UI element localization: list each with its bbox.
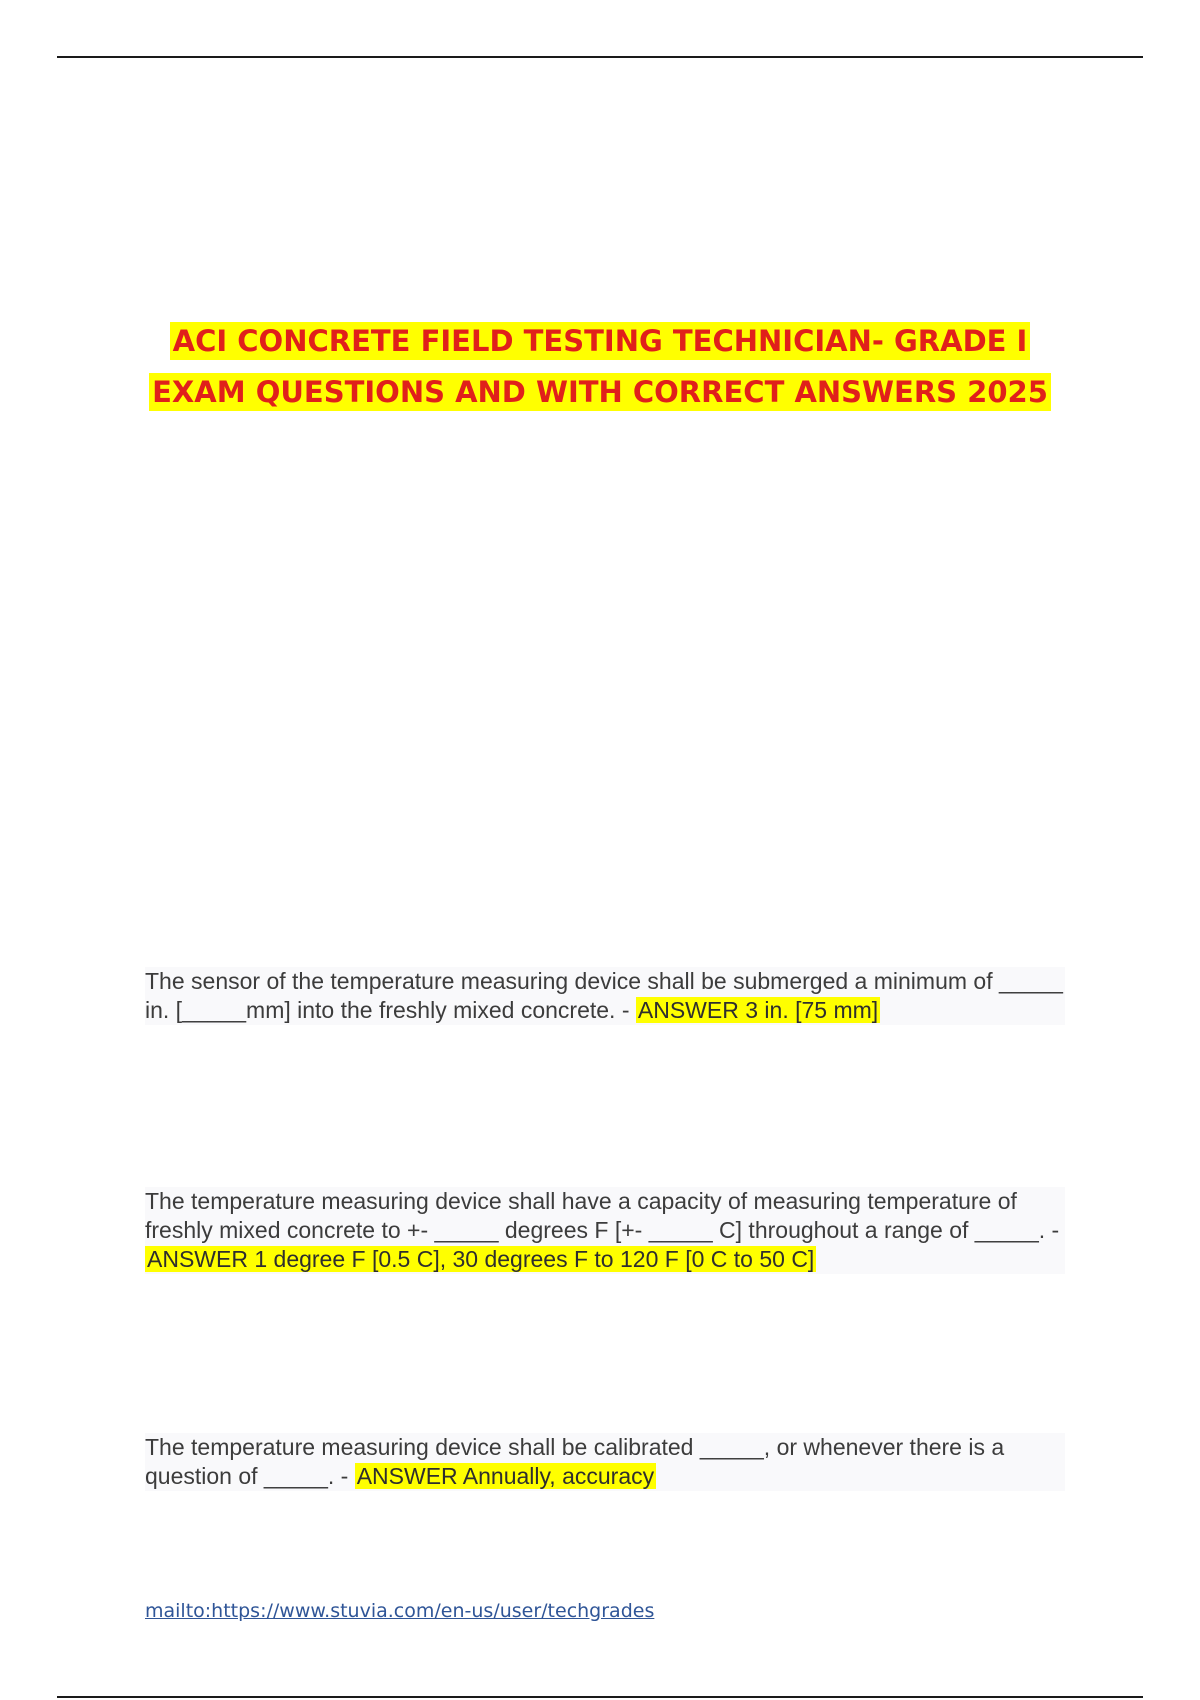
document-title xyxy=(0,316,1200,418)
answer-highlight: ANSWER 1 degree F [0.5 C], 30 degrees F to 120 F [0 C to 50 C] xyxy=(147,1246,815,1272)
question-item xyxy=(145,1433,1065,1491)
title-line-2: EXAM QUESTIONS AND WITH CORRECT ANSWERS 2025 xyxy=(149,373,1051,411)
top-divider xyxy=(57,56,1143,58)
bottom-divider xyxy=(57,1696,1143,1698)
answer-highlight: ANSWER 3 in. [75 mm] xyxy=(637,997,879,1023)
question-text: The sensor of the temperature measuring device shall be submerged a minimum of _____ in. [_____mm] into the freshly mixed concrete. - xyxy=(145,968,1063,1023)
question-text: The temperature measuring device shall have a capacity of measuring temperature of freshly mixed concrete to +- _____ degrees F [+- _____ C] throughout a range of _____. - xyxy=(145,1188,1060,1243)
title-line-1: ACI CONCRETE FIELD TESTING TECHNICIAN- GRADE I xyxy=(170,322,1031,360)
question-text: The temperature measuring device shall be calibrated _____, or whenever there is a question of _____. - xyxy=(145,1434,1005,1489)
question-item xyxy=(145,1187,1065,1274)
footer-link[interactable]: mailto:https://www.stuvia.com/en-us/user/techgrades xyxy=(145,1600,655,1622)
answer-highlight: ANSWER Annually, accuracy xyxy=(356,1463,655,1489)
question-item xyxy=(145,967,1065,1025)
